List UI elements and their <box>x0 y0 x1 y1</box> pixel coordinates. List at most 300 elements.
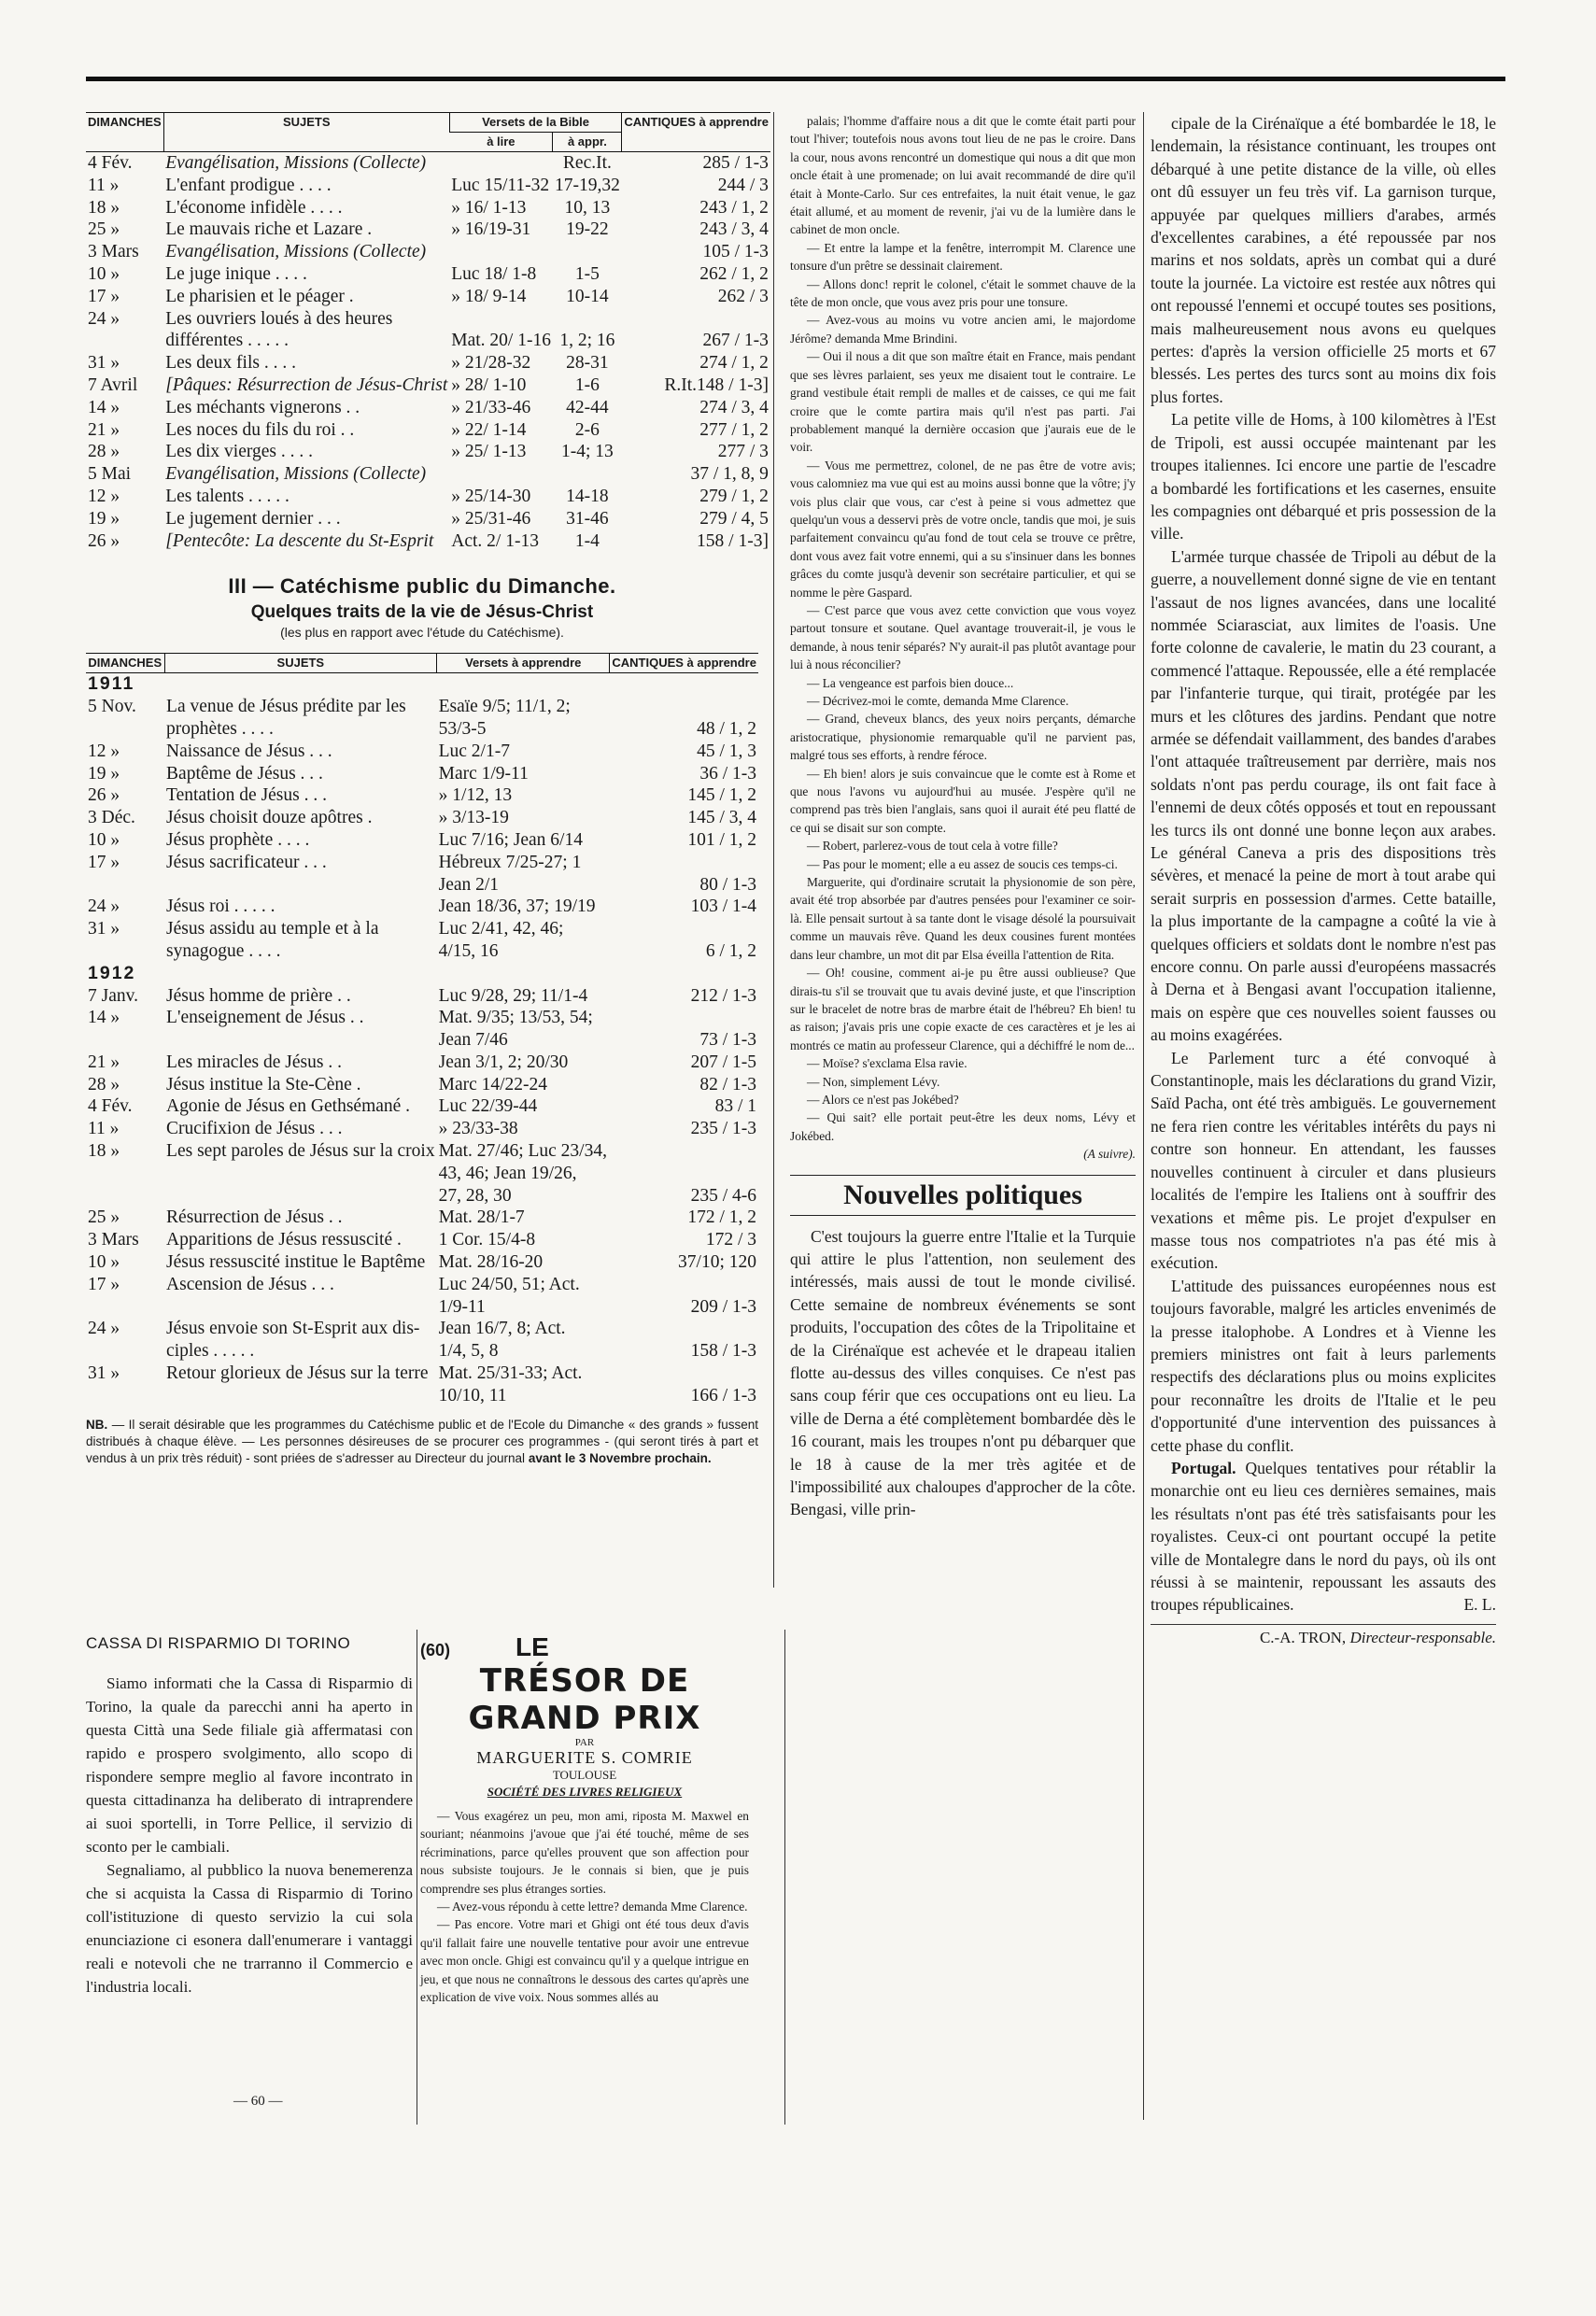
date-cell: 18 » <box>88 197 120 218</box>
story-paragraph: — Alors ce n'est pas Jokébed? <box>807 1092 959 1107</box>
story-paragraph: — Moïse? s'exclama Elsa ravie. <box>807 1056 967 1071</box>
story-paragraph: — Robert, parlerez-vous de tout cela à votre fille? <box>807 839 1058 854</box>
subject-cell: Les miracles de Jésus . . <box>166 1052 342 1072</box>
nb-text: — Il serait désirable que les programmes du Catéchisme public et de l'Ecole du Dimanche « des grands » fussent distribués à chaque élève. — Les personnes désireuses de se procurer ces programmes - (qui seront tirés à part et vendus à un prix très réduit) - sont priées de s'adresser au Directeur du journal <box>86 1417 758 1465</box>
table-row <box>86 530 770 553</box>
col-header-cantiques: CANTIQUES à apprendre <box>610 654 758 673</box>
table-row <box>86 1318 758 1340</box>
subject-cell: Jésus choisit douze apôtres . <box>166 808 373 828</box>
verses-cell: Luc 24/50, 51; Act. <box>438 1274 580 1294</box>
date-cell <box>86 1163 164 1185</box>
cantiques-cell: 267 / 1-3 <box>702 331 769 351</box>
date-cell: 17 » <box>88 852 120 872</box>
table-row <box>86 985 758 1008</box>
date-cell: 17 » <box>88 1274 120 1294</box>
verses-learn-cell: 17-19,32 <box>554 175 620 195</box>
subject-cell: ciples . . . . . <box>166 1341 255 1362</box>
table-row <box>86 197 770 219</box>
verses-cell: Jean 18/36, 37; 19/19 <box>438 897 596 917</box>
verses-read-cell <box>449 308 553 331</box>
subject-cell: Agonie de Jésus en Gethsémané . <box>166 1096 411 1117</box>
column-divider <box>1143 112 1144 2120</box>
date-cell: 10 » <box>88 263 120 284</box>
page-number: — 60 — <box>233 2094 283 2109</box>
subject-cell: prophètes . . . . <box>166 718 274 739</box>
table-row <box>86 918 758 940</box>
table-row <box>86 1296 758 1319</box>
portugal-text: Quelques tentatives pour rétablir la monarchie ont eu lieu ces dernières semaines, mais les résultats n'ont pas été très satisfaisants pour les royalistes. Ceux-ci ont pourtant occupé la petite ville de Montalegre dans le nord du pays, où ils ont réussi à se maintenir, repoussant les assauts des troupes républicaines. <box>1151 1458 1497 1615</box>
verses-cell: Mat. 25/31-33; Act. <box>438 1363 583 1384</box>
cantiques-cell: 83 / 1 <box>714 1096 756 1117</box>
table-row <box>86 374 770 397</box>
verses-cell: Mat. 9/35; 13/53, 54; <box>438 1008 593 1028</box>
verses-learn-cell: 42-44 <box>566 397 609 417</box>
verses-read-cell: Luc 15/11-32 <box>451 175 550 195</box>
subject-cell: Jésus assidu au temple et à la <box>166 919 379 939</box>
story-by: PAR <box>574 1737 595 1748</box>
table-row <box>86 852 758 874</box>
cantiques-cell: 172 / 1, 2 <box>687 1207 756 1228</box>
subject-cell <box>164 1185 437 1207</box>
right-column <box>1151 112 1496 1647</box>
director-name: C.-A. TRON, <box>1259 1628 1347 1646</box>
subject-cell: Jésus ressuscité institue le Baptême <box>166 1252 426 1273</box>
subject-cell <box>164 1163 437 1185</box>
verses-cell: 1 Cor. 15/4-8 <box>438 1230 536 1250</box>
date-cell: 31 » <box>88 353 120 374</box>
date-cell: 17 » <box>88 286 120 306</box>
verses-cell: 1/4, 5, 8 <box>438 1341 499 1362</box>
table-row <box>86 896 758 918</box>
story-paragraph: palais; l'homme d'affaire nous a dit que le comte était parti pour tout l'hiver; toutefois nous avons tout lieu de ne pas le croire. Dans la cour, nous avons rencontré un domestique qui nous a dit que mon oncle était à une promenade; on lui avait recommandé de dire qu'il était à Monte-Carlo. Sur ces entrefaites, la nuit était venue, le gaz était allumé, et au moment de revenir, j'ai vu de la lumière dans le cabinet de mon oncle. <box>790 114 1136 237</box>
subject-cell: Jésus envoie son St-Esprit aux dis- <box>166 1319 420 1339</box>
cantiques-cell: 158 / 1-3] <box>697 530 769 551</box>
schedule-body <box>86 673 758 963</box>
verses-read-cell <box>449 463 553 486</box>
section-subtitle: Quelques traits de la vie de Jésus-Christ <box>250 602 594 623</box>
news-paragraph: C'est toujours la guerre entre l'Italie et la Turquie qui attire le plus l'attention, non seulement des intéressés, mais aussi de tout le monde civilisé. Cette semaine de nombreux événements se sont produits, l'occupation des côtes de la Tripolitaine et de la Cirénaïque est achevée et le drapeau italien flotte au-dessus des villes conquises. Ce n'est pas sans coup férir que ces occupations ont eu lieu. La ville de Derna a été complètement bombardée dès le 16 courant, mais les troupes n'ont pu débarquer que le 18 à cause de la mer très agitée et de l'impossibilité aux chaloupes d'approcher de la côte. Bengasi, ville prin- <box>790 1226 1136 1519</box>
date-cell <box>86 1385 164 1407</box>
subject-cell: Les dix vierges . . . . <box>165 442 314 462</box>
cantiques-cell: 277 / 3 <box>717 442 769 462</box>
verses-read-cell <box>449 241 553 263</box>
verses-cell: Luc 9/28, 29; 11/1-4 <box>438 985 588 1006</box>
table-row <box>86 308 770 331</box>
col-header-dates: DIMANCHES <box>86 113 163 152</box>
subject-cell <box>164 1385 437 1407</box>
verses-read-cell: » 21/33-46 <box>451 397 531 417</box>
cantiques-cell: R.It.148 / 1-3] <box>664 374 769 395</box>
cantiques-cell <box>610 918 758 940</box>
cassa-article <box>86 1634 413 1998</box>
table-row <box>86 696 758 718</box>
date-cell: 18 » <box>88 1141 120 1162</box>
cantiques-cell: 235 / 4-6 <box>690 1185 756 1206</box>
table-row <box>86 152 770 175</box>
date-cell: 21 » <box>88 1052 120 1072</box>
news-heading: Nouvelles politiques <box>790 1175 1136 1216</box>
table-row <box>86 352 770 374</box>
verses-learn-cell: 10, 13 <box>564 197 611 218</box>
portugal-paragraph <box>1151 1457 1496 1617</box>
subject-cell: Le jugement dernier . . . <box>165 508 341 529</box>
cantiques-cell: 243 / 3, 4 <box>699 219 769 240</box>
date-cell: 24 » <box>88 1319 120 1339</box>
subject-cell: Jésus sacrificateur . . . <box>166 852 327 872</box>
story-paragraph: — C'est parce que vous avez cette conviction que vous voyez partout tonsure et soutane. Quel avantage trouverait-il, je vous le demande, à nous tenir séparés? N'y aurait-il pas plutôt avantage pour lui à nous réconcilier? <box>790 602 1136 672</box>
date-cell: 25 » <box>88 219 120 240</box>
date-cell: 10 » <box>88 1252 120 1273</box>
table-row <box>86 1074 758 1096</box>
cassa-paragraph: Segnaliamo, al pubblico la nuova benemerenza che si acquista la Cassa di Risparmio di Torino coll'istituzione di questo servizio la cui sola enunciazione ci esonera dall'enumerare i vantaggi reali e notevoli che ne trarranno il Commercio e l'industria locali. <box>86 1861 413 1996</box>
subject-cell: Tentation de Jésus . . . <box>166 785 327 806</box>
subject-cell: Evangélisation, Missions (Collecte) <box>165 242 427 262</box>
cantiques-cell: 274 / 3, 4 <box>699 397 769 417</box>
cantiques-cell: 145 / 3, 4 <box>687 808 756 828</box>
subject-cell: La venue de Jésus prédite par les <box>166 697 406 717</box>
year-label: 1912 <box>88 962 136 983</box>
table-row <box>86 1095 758 1118</box>
cantiques-cell: 45 / 1, 3 <box>697 741 756 761</box>
table-row <box>86 1207 758 1229</box>
director-role: Directeur-responsable. <box>1349 1628 1496 1646</box>
date-cell: 14 » <box>88 1008 120 1028</box>
subject-cell: Les sept paroles de Jésus sur la croix <box>166 1141 435 1162</box>
subject-cell: L'enseignement de Jésus . . <box>166 1008 364 1028</box>
date-cell: 4 Fév. <box>88 1096 133 1117</box>
verses-learn-cell: 14-18 <box>566 486 609 506</box>
catechism-schedule <box>86 653 758 1406</box>
subject-cell: Retour glorieux de Jésus sur la terre <box>166 1363 429 1384</box>
col-header-subjects: SUJETS <box>163 113 449 152</box>
verses-learn-cell <box>553 241 622 263</box>
verses-read-cell: Luc 18/ 1-8 <box>451 263 537 284</box>
verses-learn-cell <box>553 308 622 331</box>
news-paragraph: La petite ville de Homs, à 100 kilomètres à l'Est de Tripoli, est aussi occupée maintenant par les troupes italiennes. Ici encore une partie de l'escadre a bombardé les fortifications et les casernes, ensuite les compagnies ont débarqué et pris possession de la ville. <box>1151 410 1496 544</box>
news-text <box>790 1225 1136 1521</box>
story-paragraph: — Avez-vous au moins vu votre ancien ami, le majordome Jérôme? demanda Mme Brindini. <box>790 313 1136 346</box>
column-divider <box>784 1630 785 2125</box>
cantiques-cell <box>610 1318 758 1340</box>
verses-read-cell: » 21/28-32 <box>451 353 531 374</box>
cassa-title: CASSA DI RISPARMIO DI TORINO <box>86 1634 351 1652</box>
table-row <box>86 263 770 286</box>
subject-cell: différentes . . . . . <box>165 331 290 351</box>
news-paragraph: L'armée turque chassée de Tripoli au début de la guerre, a nouvellement donné signe de vie en tentant l'assaut de nos lignes avancées, dans une localité nommée Sciarasciat, aux limites de l'oasis. Une forte colonne de cavalerie, le matin du 23 courant, a commencé l'attaque. Repoussée, elle a été remplacée par l'infanterie turque, qui tirait, protégée par les murs et les clôtures des jardins. Pendant que notre armée se défendait vaillamment, des bandes d'arabes l'ont attaquée traîtreusement par derrière, mais nos soldats n'ont pas perdu courage, ils ont fait face à l'ennemi de deux côtés opposés et tout en repoussant les turcs ils ont donné une bonne leçon aux arabes. Le général Caneva a pris des dispositions très sévères, et menacé la peine de mort à tout arabe qui serait surpris en possession d'armes. Cette bataille, la plus importante de la campagne a coûté la vie à quelques officiers et soldats dont le nombre n'est pas encore connu. On parle aussi d'européens massacrés à Derna et à Bengasi avant l'occupation italienne, mais on espère que ces nouvelles soient fausses ou au moins exagérées. <box>1151 546 1496 1045</box>
cantiques-cell: 262 / 3 <box>717 286 769 306</box>
nota-bene <box>86 1417 758 1467</box>
subject-cell: Les talents . . . . . <box>165 486 290 506</box>
col-header-verses-read: à lire <box>449 133 553 152</box>
date-cell: 31 » <box>88 919 120 939</box>
story-paragraph: — Oh! cousine, comment ai-je pu être aussi oublieuse? Que dirais-tu s'il se trouvait que tu avais deviné juste, et que l'inscription sur le bracelet de notre bras de marbre était de l'hébreu? Eh bien! tu as raison; j'avais pris une copie exacte de ces caractères et je les ai montrés ce matin au professeur Clarence, qui a déchiffré le nom de... <box>790 966 1136 1052</box>
subject-cell: [Pentecôte: La descente du St-Esprit <box>165 530 434 551</box>
subject-cell <box>164 1296 437 1319</box>
cantiques-cell: 279 / 4, 5 <box>699 508 769 529</box>
table-row <box>86 1385 758 1407</box>
table-row <box>86 441 770 463</box>
section-title: III — Catéchisme public du Dimanche. <box>228 574 616 599</box>
cantiques-cell: 105 / 1-3 <box>702 242 769 262</box>
cantiques-cell: 235 / 1-3 <box>690 1119 756 1139</box>
verses-cell: » 3/13-19 <box>438 808 509 828</box>
story-paragraph: — Non, simplement Lévy. <box>807 1074 940 1089</box>
table-row <box>86 1229 758 1251</box>
verses-read-cell: Act. 2/ 1-13 <box>451 530 539 551</box>
table-row <box>86 508 770 530</box>
subject-cell: Jésus roi . . . . . <box>166 897 275 917</box>
verses-cell: 43, 46; Jean 19/26, <box>438 1163 577 1183</box>
table-row <box>86 286 770 308</box>
subject-cell: Ascension de Jésus . . . <box>166 1274 334 1294</box>
cantiques-cell: 158 / 1-3 <box>690 1341 756 1362</box>
verses-cell: 10/10, 11 <box>438 1385 507 1405</box>
date-cell: 28 » <box>88 1074 120 1094</box>
story-paragraph: — Vous me permettrez, colonel, de ne pas être de votre avis; vous calomniez ma vue qui est au moins aussi bonne que la vôtre; j'y vois plus clair que vous, car c'est à peine si vous admettez que quelqu'un vous a desservi près de votre oncle, tandis que moi, je suis parfaitement convaincu qu'au fond de tout cela se trouve ce prêtre, dont vous avez fait votre ennemi, qui a su s'insinuer dans les bonnes grâces du comte jusqu'à devenir son secrétaire particulier, et qui se nomme le père Gaspard. <box>790 458 1136 600</box>
verses-cell: Mat. 28/1-7 <box>438 1207 525 1228</box>
verses-read-cell: » 22/ 1-14 <box>451 419 527 440</box>
date-cell: 7 Avril <box>88 374 138 395</box>
cantiques-cell: 166 / 1-3 <box>690 1385 756 1405</box>
subject-cell: Evangélisation, Missions (Collecte) <box>165 153 427 173</box>
verses-read-cell: » 16/ 1-13 <box>451 197 527 218</box>
table-row <box>86 486 770 508</box>
verses-read-cell: Mat. 20/ 1-16 <box>451 331 551 351</box>
table-row <box>86 1118 758 1140</box>
table-row <box>86 718 758 741</box>
cantiques-cell <box>610 1163 758 1185</box>
verses-read-cell: » 28/ 1-10 <box>451 374 527 395</box>
date-cell: 21 » <box>88 419 120 440</box>
cantiques-cell <box>610 852 758 874</box>
verses-cell: 1/9-11 <box>438 1296 486 1317</box>
subject-cell: Les méchants vignerons . . <box>165 397 360 417</box>
cantiques-cell: 244 / 3 <box>717 175 769 195</box>
story-paragraph: — Allons donc! reprit le colonel, c'était le sommet chauve de la tête de mon oncle, que vous avez pris pour une tonsure. <box>790 276 1136 310</box>
col-header-subjects: SUJETS <box>164 654 437 673</box>
table-row <box>86 1163 758 1185</box>
verses-cell: 4/15, 16 <box>438 940 499 961</box>
cantiques-cell: 80 / 1-3 <box>699 874 756 895</box>
subject-cell <box>164 874 437 897</box>
date-cell: 11 » <box>88 175 120 195</box>
schedule-body <box>86 963 758 1407</box>
verses-cell: Jean 3/1, 2; 20/30 <box>438 1052 569 1072</box>
date-cell <box>86 1296 164 1319</box>
verses-cell: Luc 2/41, 42, 46; <box>438 919 564 939</box>
cantiques-cell: 243 / 1, 2 <box>699 197 769 218</box>
verses-read-cell <box>449 152 553 175</box>
story-paragraph: — Grand, cheveux blancs, des yeux noirs perçants, démarche aristocratique, physionomie remarquable qu'il ne parvient pas, malgré tous ses efforts, à rendre féroce. <box>790 712 1136 763</box>
verses-read-cell: » 25/31-46 <box>451 508 531 529</box>
subject-cell: Le pharisien et le péager . <box>165 286 354 306</box>
col-header-cantiques: CANTIQUES à apprendre <box>622 113 770 152</box>
table-row <box>86 175 770 197</box>
cantiques-cell: 37/10; 120 <box>678 1252 756 1273</box>
verses-read-cell: » 18/ 9-14 <box>451 286 527 306</box>
story-paragraph: — Avez-vous répondu à cette lettre? demanda Mme Clarence. <box>437 1899 748 1914</box>
table-row <box>86 1007 758 1029</box>
cantiques-cell: 36 / 1-3 <box>699 763 756 784</box>
subject-cell: Jésus prophète . . . . <box>166 829 310 850</box>
verses-learn-cell: 1-6 <box>574 374 600 395</box>
nb-deadline: avant le 3 Novembre prochain. <box>528 1450 712 1465</box>
verses-learn-cell: 28-31 <box>566 353 609 374</box>
table-row <box>86 829 758 852</box>
schedule-body <box>86 152 770 553</box>
verses-read-cell: » 25/14-30 <box>451 486 531 506</box>
subject-cell <box>164 1029 437 1052</box>
news-paragraph: cipale de la Cirénaïque a été bombardée le 18, le lendemain, la résistance continuant, les troupes ont débarqué à une petite distance de la ville, où elles ont dû essuyer un feu très vif. La garnison turque, appuyée par quelques milliers d'arabes, armés d'excellentes carabines, a été repoussée par nos marins et nos soldats, après un combat qui a duré toute la journée. La victoire est restée aux nôtres qui ont repoussé l'ennemi et occupé toutes ses positions, mais malheureusement nous avons eu quelques pertes: d'après la version officielle 25 morts et 67 blessés. Les pertes des turcs sont au moins dix fois plus fortes. <box>1151 114 1496 406</box>
verses-cell: Mat. 27/46; Luc 23/34, <box>438 1141 607 1162</box>
cantiques-cell: 37 / 1, 8, 9 <box>690 464 769 485</box>
table-row <box>86 330 770 352</box>
verses-cell: Jean 7/46 <box>438 1030 508 1051</box>
cantiques-cell <box>610 1140 758 1163</box>
story-paragraph: Marguerite, qui d'ordinaire scrutait la physionomie de son père, avait été trop absorbée par d'autres pensées pour l'examiner ce soir-là. Elle pensait surtout à sa tante dont le visage désolé la poursuivait comme un mauvais rêve. Quand les deux cousines furent montées dans leur chambre, un mot dit par Elsa éveilla l'attention de Rita. <box>790 875 1136 962</box>
cassa-paragraph: Siamo informati che la Cassa di Risparmio di Torino, la quale da parecchi anni ha aperto in questa Città una Sede filiale già affermatasi con rapido e prospero svolgimento, allo scopo di rispondere sempre meglio al favore incontrato in questa cittadinanza ha deliberato di intraprendere ai suoi sportelli, in Torre Pellice, il servizio di sconto per le cambiali. <box>86 1674 413 1856</box>
verses-learn-cell: 1, 2; 16 <box>559 331 615 351</box>
verses-cell: Esaïe 9/5; 11/1, 2; <box>438 697 571 717</box>
date-cell <box>86 718 164 741</box>
subject-cell: Crucifixion de Jésus . . . <box>166 1119 343 1139</box>
table-row <box>86 1274 758 1296</box>
verses-cell: Luc 7/16; Jean 6/14 <box>438 829 583 850</box>
serial-story <box>420 1632 749 2006</box>
date-cell: 3 Mars <box>88 242 139 262</box>
portugal-label: Portugal. <box>1171 1458 1236 1477</box>
date-cell: 14 » <box>88 397 120 417</box>
date-cell <box>86 1340 164 1363</box>
news-paragraph: L'attitude des puissances européennes nous est toujours favorable, malgré les articles envenimés de la presse italophobe. A Londres et à Vienne les premiers ministres ont fait à leurs parlements respectifs des déclarations plus ou moins explicites pour reconnaître les droits de l'Italie et le peu d'opportunité d'une intervention des puissances à cette phase du conflit. <box>1151 1276 1496 1455</box>
to-be-continued: (A suivre). <box>1083 1147 1136 1162</box>
table-row <box>86 1185 758 1207</box>
verses-learn-cell: 1-4; 13 <box>561 442 614 462</box>
date-cell: 3 Mars <box>88 1230 139 1250</box>
verses-cell: Mat. 28/16-20 <box>438 1252 544 1273</box>
subject-cell: Le mauvais riche et Lazare . <box>165 219 373 240</box>
story-author: MARGUERITE S. COMRIE <box>476 1748 693 1767</box>
subject-cell: [Pâques: Résurrection de Jésus-Christ <box>165 374 448 395</box>
date-cell: 11 » <box>88 1119 120 1139</box>
subject-cell: Naissance de Jésus . . . <box>166 741 332 761</box>
verses-learn-cell: 1-4 <box>574 530 600 551</box>
verses-cell: Luc 2/1-7 <box>438 741 510 761</box>
story-paragraph: — Qui sait? elle portait peut-être les deux noms, Lévy et Jokébed. <box>790 1110 1136 1143</box>
episode-number: (60) <box>420 1641 451 1659</box>
subject-cell: Les ouvriers loués à des heures <box>165 308 393 329</box>
cantiques-cell <box>622 308 770 331</box>
story-publisher: SOCIÉTÉ DES LIVRES RELIGIEUX <box>487 1785 683 1799</box>
verses-learn-cell: 19-22 <box>566 219 609 240</box>
verses-cell: » 23/33-38 <box>438 1119 518 1139</box>
cantiques-cell <box>610 696 758 718</box>
cantiques-cell: 212 / 1-3 <box>690 985 756 1006</box>
author-initials: E. L. <box>1463 1595 1496 1615</box>
subject-cell: Jésus homme de prière . . <box>166 985 351 1006</box>
table-row <box>86 1340 758 1363</box>
date-cell: 10 » <box>88 829 120 850</box>
date-cell <box>86 330 163 352</box>
section-note: (les plus en rapport avec l'étude du Catéchisme). <box>280 625 564 641</box>
cantiques-cell <box>610 1274 758 1296</box>
subject-cell: Jésus institue la Ste-Cène . <box>166 1074 361 1094</box>
table-row <box>86 807 758 829</box>
story-city: TOULOUSE <box>552 1768 617 1782</box>
verses-cell: Hébreux 7/25-27; 1 <box>438 852 582 872</box>
verses-cell: » 1/12, 13 <box>438 785 513 806</box>
date-cell <box>86 1029 164 1052</box>
verses-learn-cell: 31-46 <box>566 508 609 529</box>
verses-learn-cell: 2-6 <box>574 419 600 440</box>
date-cell: 3 Déc. <box>88 808 135 828</box>
col-header-verses: Versets à apprendre <box>437 654 610 673</box>
date-cell: 5 Nov. <box>88 697 136 717</box>
date-cell: 25 » <box>88 1207 120 1228</box>
cantiques-cell: 48 / 1, 2 <box>697 718 756 739</box>
verses-cell: Jean 16/7, 8; Act. <box>438 1319 566 1339</box>
table-row <box>86 1251 758 1274</box>
verses-read-cell: » 25/ 1-13 <box>451 442 527 462</box>
subject-cell: Baptême de Jésus . . . <box>166 763 323 784</box>
date-cell: 7 Janv. <box>88 985 138 1006</box>
subject-cell: Apparitions de Jésus ressuscité . <box>166 1230 402 1250</box>
verses-learn-cell: 10-14 <box>566 286 609 306</box>
story-paragraph: — La vengeance est parfois bien douce... <box>807 675 1014 690</box>
cantiques-cell: 207 / 1-5 <box>690 1052 756 1072</box>
date-cell: 12 » <box>88 486 120 506</box>
subject-cell: synagogue . . . . <box>166 940 281 961</box>
signature <box>1151 1624 1496 1647</box>
cantiques-cell: 274 / 1, 2 <box>699 353 769 374</box>
verses-cell: Marc 1/9-11 <box>438 763 529 784</box>
story-continuation <box>790 112 1136 1145</box>
subject-cell: Les noces du fils du roi . . <box>165 419 355 440</box>
date-cell: 24 » <box>88 897 120 917</box>
cantiques-cell: 285 / 1-3 <box>702 153 769 173</box>
date-cell: 26 » <box>88 785 120 806</box>
date-cell: 31 » <box>88 1363 120 1384</box>
date-cell <box>86 940 164 963</box>
story-paragraph: — Et entre la lampe et la fenêtre, interrompit M. Clarence une tonsure d'un prêtre se dessinait clairement. <box>790 240 1136 274</box>
verses-learn-cell: 1-5 <box>574 263 600 284</box>
story-text <box>420 1807 749 2006</box>
subject-cell: Le juge inique . . . . <box>165 263 307 284</box>
sunday-school-schedule <box>86 112 770 552</box>
top-rule <box>86 77 1505 81</box>
date-cell: 5 Mai <box>88 464 132 485</box>
cantiques-cell: 73 / 1-3 <box>699 1030 756 1051</box>
cantiques-cell: 103 / 1-4 <box>690 897 756 917</box>
table-row <box>86 763 758 785</box>
middle-column <box>790 112 1136 1521</box>
story-paragraph: — Décrivez-moi le comte, demanda Mme Clarence. <box>807 694 1069 708</box>
table-row <box>86 241 770 263</box>
news-continuation <box>1151 112 1496 1457</box>
verses-cell: Luc 22/39-44 <box>438 1096 538 1117</box>
verses-learn-cell <box>553 463 622 486</box>
subject-cell: Résurrection de Jésus . . <box>166 1207 343 1228</box>
cantiques-cell: 101 / 1, 2 <box>687 829 756 850</box>
cantiques-cell: 82 / 1-3 <box>699 1074 756 1094</box>
cantiques-cell: 6 / 1, 2 <box>705 940 756 961</box>
date-cell: 4 Fév. <box>88 153 133 173</box>
verses-learn-cell: Rec.It. <box>562 153 612 173</box>
table-row <box>86 784 758 807</box>
subject-cell: L'enfant prodigue . . . . <box>165 175 332 195</box>
nb-label: NB. <box>86 1417 108 1432</box>
table-row <box>86 1029 758 1052</box>
